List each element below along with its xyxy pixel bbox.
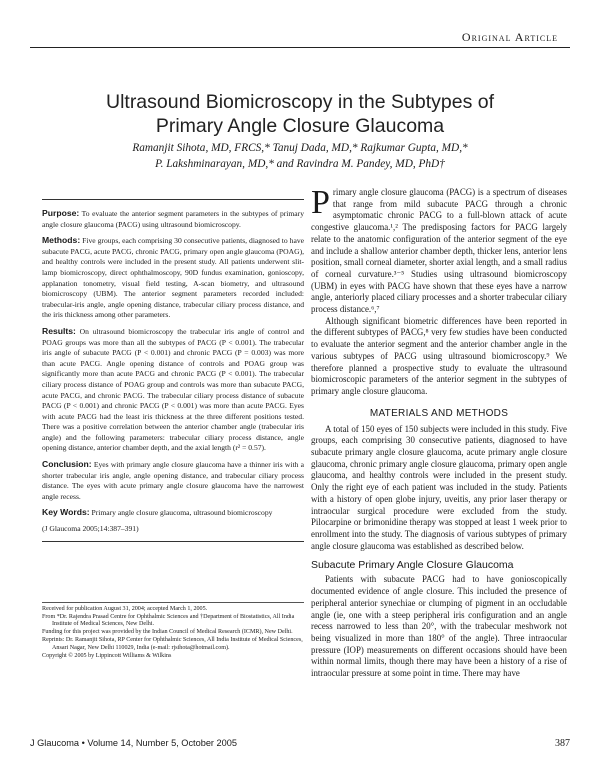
subacute-heading: Subacute Primary Angle Closure Glaucoma — [311, 559, 514, 572]
conclusion-label: Conclusion: — [42, 459, 92, 470]
abstract-results — [42, 326, 304, 454]
subacute-paragraph-1: Patients with subacute PACG had to have gonioscopically documented evidence of angle closure. This included the presence of peripheral anterior synechiae or clumping of pigment in an occludable angle (ie, one with a steep peripheral iris configuration and an angle recess narrowed to less than 20°, with the trabecular meshwork not being visualized in more than 180° of the angle). Three intraocular pressure (IOP) measurements on different occasions should have been within normal limits, though there may have been a history of a rise of intraocular pressure at some point in time. There may have — [311, 574, 567, 679]
footnote-funding: Funding for this project was provided by the Indian Council of Medical Research (ICMR), New Delhi. — [42, 629, 293, 636]
journal-footer: J Glaucoma • Volume 14, Number 5, October 2005 — [30, 738, 237, 748]
footnotes — [42, 606, 304, 661]
author-list — [40, 140, 560, 172]
footnote-rule — [42, 602, 304, 603]
drop-cap: P — [311, 184, 330, 221]
abstract-top-rule — [42, 199, 304, 200]
left-column — [42, 199, 304, 661]
column-spacer — [42, 546, 304, 598]
abstract-bottom-rule — [42, 541, 304, 542]
intro-paragraph-1 — [311, 184, 567, 316]
article-title — [40, 90, 560, 138]
abstract-conclusion — [42, 459, 304, 502]
footnote-reprints: Reprints: Dr. Ramanjit Sihota, RP Center for Ophthalmic Sciences, All India Institute of Medical Sciences, Ansari Nagar, New Delhi 110029, India (e-mail: rjsihota@hotmail.com). — [42, 637, 303, 652]
authors-line-1: Ramanjit Sihota, MD, FRCS,* Tanuj Dada, MD,* Rajkumar Gupta, MD,* — [132, 142, 468, 154]
footnote-from: From *Dr. Rajendra Prasad Centre for Ophthalmic Sciences and †Department of Biostatistics, All India Institute of Medical Sciences, New Delhi. — [42, 613, 295, 628]
results-text: On ultrasound biomicroscopy the trabecular iris angle of control and POAG groups was more than all the subtypes of PACG (P < 0.001). The trabecular iris angle of subacute PACG (P < 0.001) and chronic PACG (P = 0.003) was more than acute PACG. Angle opening distance of controls and POAG group was significantly more than acute PACG and chronic PACG (P < 0.001). The trabecular ciliary process distance of POAG group and controls was more than subacute PACG, acute PACG, and chronic PACG. The trabecular ciliary process distance of subacute PACG (P < 0.001) and chronic PACG (P < 0.001) was more than acute PACG. Eyes with acute PACG had the least iris thickness at the three different positions tested. There was a positive correlation between the anterior chamber angle (trabecular iris angle) and the following parameters: trabecular ciliary process distance, angle opening distance, anterior chamber depth, and the axial length (r² = 0.57). — [42, 326, 304, 453]
conclusion-text: Eyes with primary angle closure glaucoma have a thinner iris with a shorter trabecular iris angle, angle opening distance, and trabecular ciliary process distance. The eyes with acute primary angle closure glaucoma have the narrowest angle recess. — [42, 460, 304, 501]
purpose-label: Purpose: — [42, 208, 80, 218]
abstract — [42, 208, 304, 535]
results-label: Results: — [42, 325, 76, 336]
intro-paragraph-2: Although significant biometric differences have been reported in the different subtypes of PACG,⁸ very few studies have been conducted to evaluate the anterior segment and the anterior chamber angle in the various subtypes of PACG using ultrasound biomicroscopy.⁹ We therefore planned a prospective study to evaluate the ultrasound biomicroscopic parameters of the anterior segment in the subtypes of primary angle closure glaucoma. — [311, 315, 567, 396]
header-rule — [30, 47, 570, 48]
section-label: Original Article — [461, 30, 558, 44]
abstract-methods — [42, 235, 304, 321]
abstract-keywords — [42, 507, 304, 519]
citation: (J Glaucoma 2005;14:387–391) — [42, 524, 139, 534]
keywords-text: Primary angle closure glaucoma, ultrasound biomicroscopy — [91, 508, 273, 518]
footnote-copyright: Copyright © 2005 by Lippincott Williams & Wilkins — [42, 653, 172, 660]
right-column — [311, 184, 567, 680]
methods-paragraph-1: A total of 150 eyes of 150 subjects were included in this study. Five groups, each comprising 30 consecutive patients, diagnosed to have subacute primary angle closure glaucoma, acute primary angle closure glaucoma, chronic primary angle closure glaucoma, primary open angle glaucoma, and healthy controls were included in the present study. Only the right eye of each patient was included in the study. Patients with a history of open globe injury, uveitis, any prior laser therapy or intraocular surgical procedure were excluded from the study. Pilocarpine or brimonidine therapy was stopped at least 1 week prior to enrollment into the study. The diagnosis of various subtypes of primary angle closure glaucoma was established as described below. — [311, 423, 567, 551]
purpose-text: To evaluate the anterior segment parameters in the subtypes of primary angle closure glaucoma (PACG) using ultrasound biomicroscopy. — [42, 209, 304, 229]
authors-line-2: P. Lakshminarayan, MD,* and Ravindra M. Pandey, MD, PhD† — [155, 158, 445, 170]
title-line-1: Ultrasound Biomicroscopy in the Subtypes of — [105, 91, 495, 113]
page-number: 387 — [555, 738, 570, 749]
footnote-received: Received for publication August 31, 2004; accepted March 1, 2005. — [42, 605, 208, 612]
intro-text-1: rimary angle closure glaucoma (PACG) is a spectrum of diseases that range from mild subacute PACG through a chronic asymptomatic chronic PACG to a full-blown attack of acute congestive glaucoma.¹,² The predisposing factors for PACG largely relate to the anatomic configuration of the anterior segment of the eye and include a shallow anterior chamber depth, thicker lens, anterior lens position, small corneal diameter, shorter axial length, and a small radius of corneal curvature.³⁻⁵ Studies using ultrasound biomicroscopy (UBM) in eyes with PACG have shown that these eyes have a narrow angle, anteriorly placed ciliary processes and a shorter trabecular ciliary process distance.⁶,⁷ — [311, 187, 567, 315]
title-line-2: Primary Angle Closure Glaucoma — [155, 115, 445, 137]
methods-text: Five groups, each comprising 30 consecutive patients, diagnosed to have subacute PACG, acute PACG, chronic PACG, primary open angle glaucoma (POAG), and healthy controls were included in the present study. All patients underwent slit-lamp biomicroscopy, direct ophthalmoscopy, 90D fundus examination, gonioscopy, applanation tonometry, visual field testing, A-scan biometry, and ultrasound biomicroscopy (UBM). The anterior segment parameters recorded included: trabecular-iris angle, angle opening distance, trabecular ciliary process distance, and the iris thickness among other parameters. — [42, 236, 304, 320]
abstract-purpose — [42, 208, 304, 230]
keywords-label: Key Words: — [42, 507, 90, 518]
methods-heading: MATERIALS AND METHODS — [369, 407, 509, 419]
methods-label: Methods: — [42, 235, 81, 246]
